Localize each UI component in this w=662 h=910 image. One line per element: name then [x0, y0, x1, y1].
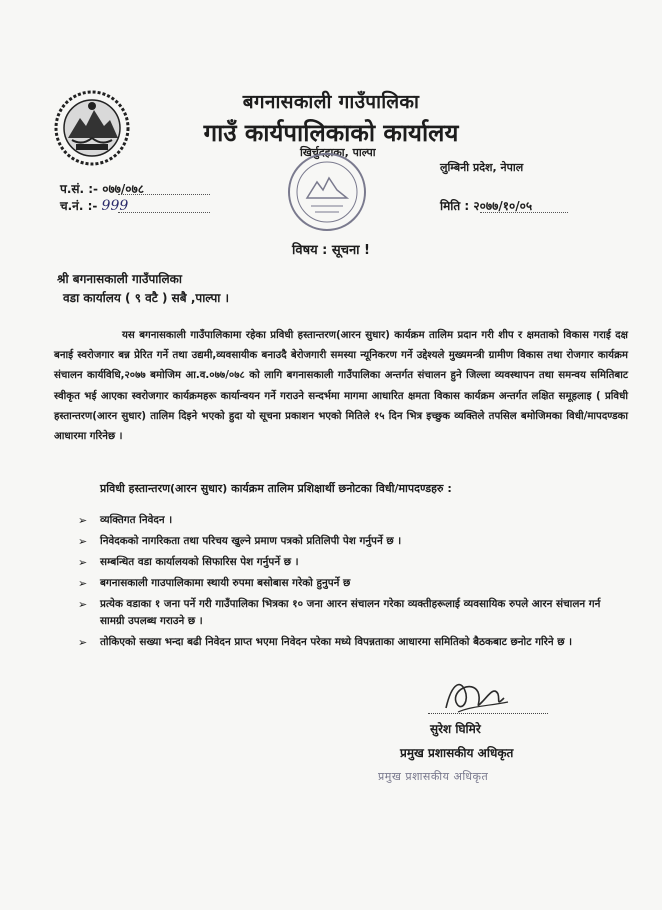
office-stamp-icon — [285, 150, 369, 234]
list-item: ➢ व्यक्तिगत निवेदन । — [78, 514, 173, 527]
signatory-title: प्रमुख प्रशासकीय अधिकृत — [400, 746, 514, 760]
list-item: ➢ बगनासकाली गाउपालिकामा स्थायी रुपमा बसोबास गरेको हुनुपर्ने छ — [78, 577, 351, 590]
criteria-title: प्रविधी हस्तान्तरण(आरन सुधार) कार्यक्रम तालिम प्रशिक्षार्थी छनोटका विधी/मापदण्डहरु : — [100, 482, 452, 495]
ps-value: ०७७/०७८ — [102, 182, 145, 196]
cn-underline — [118, 212, 210, 213]
arrow-bullet-icon: ➢ — [78, 577, 88, 590]
arrow-bullet-icon: ➢ — [78, 556, 88, 569]
notice-body: यस बगनासकाली गाउँपालिकामा रहेका प्रविधी हस्तान्तरण(आरन सुधार) कार्यक्रम तालिम प्रदान गरी शीप र क्षमताको विकास गराई दक्ष बनाई स्वरोजगार बन्न प्रेरित गर्ने तथा उद्यमी,व्यवसायीक बनाउदै बेरोजगारी समस्या न्यूनिकरण गर्ने उद्देश्यले मुख्यमन्त्री ग्रामीण विकास तथा रोजगार कार्यक्रम संचालन कार्यविधि,२०७७ बमोजिम आ.व.०७७/०७८ को लागि बगनासकाली गाउँपालिका अन्तर्गत संचालन हुने जिल्ला व्यवस्थापन तथा समन्वय समितिबाट स्वीकृत भई आएका स्वरोजगार कार्यक्रमहरू कार्यान्वयन गर्ने गराउने सन्दर्भमा मागमा आधारित क्षमता विकास कार्यक्रम अन्तर्गत लक्षित समूहलाइ ( प्रविधी हस्तान्तरण(आरन सुधार) तालिम दिइने भएको हुदा यो सूचना प्रकाशन भएको मितिले १५ दिन भित्र इच्छुक व्यक्तिले तपसिल बमोजिमका विधी/मापदण्डका आधारमा गरिनेछ । — [54, 330, 628, 443]
ps-underline — [118, 194, 210, 195]
cn-value: 999 — [101, 198, 129, 214]
date-underline — [480, 212, 568, 213]
ps-label: प.सं. :- — [60, 182, 99, 196]
signatory-name: सुरेश घिमिरे — [430, 722, 481, 736]
addressee-line2: वडा कार्यालय ( ९ वटै ) सबै ,पाल्पा । — [63, 291, 230, 305]
arrow-bullet-icon: ➢ — [78, 598, 88, 611]
date-value: २०७७/१०/०५ — [473, 199, 533, 213]
arrow-bullet-icon: ➢ — [78, 514, 88, 527]
arrow-bullet-icon: ➢ — [78, 535, 88, 548]
list-item: ➢ निवेदकको नागरिकता तथा परिचय खुल्ने प्रमाण पत्रको प्रतिलिपी पेश गर्नुपर्ने छ । — [78, 535, 402, 548]
subject-line: विषय : सूचना ! — [292, 243, 370, 258]
office-name-line2: गाउँ कार्यपालिकाको कार्यालय — [203, 119, 459, 147]
list-item: ➢ सम्बन्धित वडा कार्यालयको सिफारिस पेश गर्नुपर्ने छ । — [78, 556, 299, 569]
signatory-stamp: प्रमुख प्रशासकीय अधिकृत — [378, 770, 489, 783]
addressee-line1: श्री बगनासकाली गाउँपालिका — [57, 272, 182, 286]
list-item: ➢ तोकिएको सख्या भन्दा बढी निवेदन प्राप्त भएमा निवेदन परेका मध्ये विपन्नताका आधारमा समितिको बैठकबाट छनोट गरिने छ । — [78, 636, 573, 649]
date-label: मिति : — [440, 199, 470, 213]
office-name-line1: बगनासकाली गाउँपालिका — [242, 91, 420, 113]
signature-line — [428, 713, 548, 714]
cn-label: च.नं. :- — [60, 199, 98, 213]
province-label: लुम्बिनी प्रदेश, नेपाल — [440, 161, 524, 174]
criteria-list — [78, 512, 618, 655]
arrow-bullet-icon: ➢ — [78, 636, 88, 649]
list-item: ➢ प्रत्येक वडाका १ जना पर्ने गरी गाउँपालिका भित्रका १० जना आरन संचालन गरेका व्यक्तीहरूलाई व्यवसायिक रुपले आरन संचालन गर्न सामग्री उपलब्ध गराउने छ । — [78, 598, 601, 627]
office-location: खिर्चुदहाका, पाल्पा — [300, 146, 376, 159]
